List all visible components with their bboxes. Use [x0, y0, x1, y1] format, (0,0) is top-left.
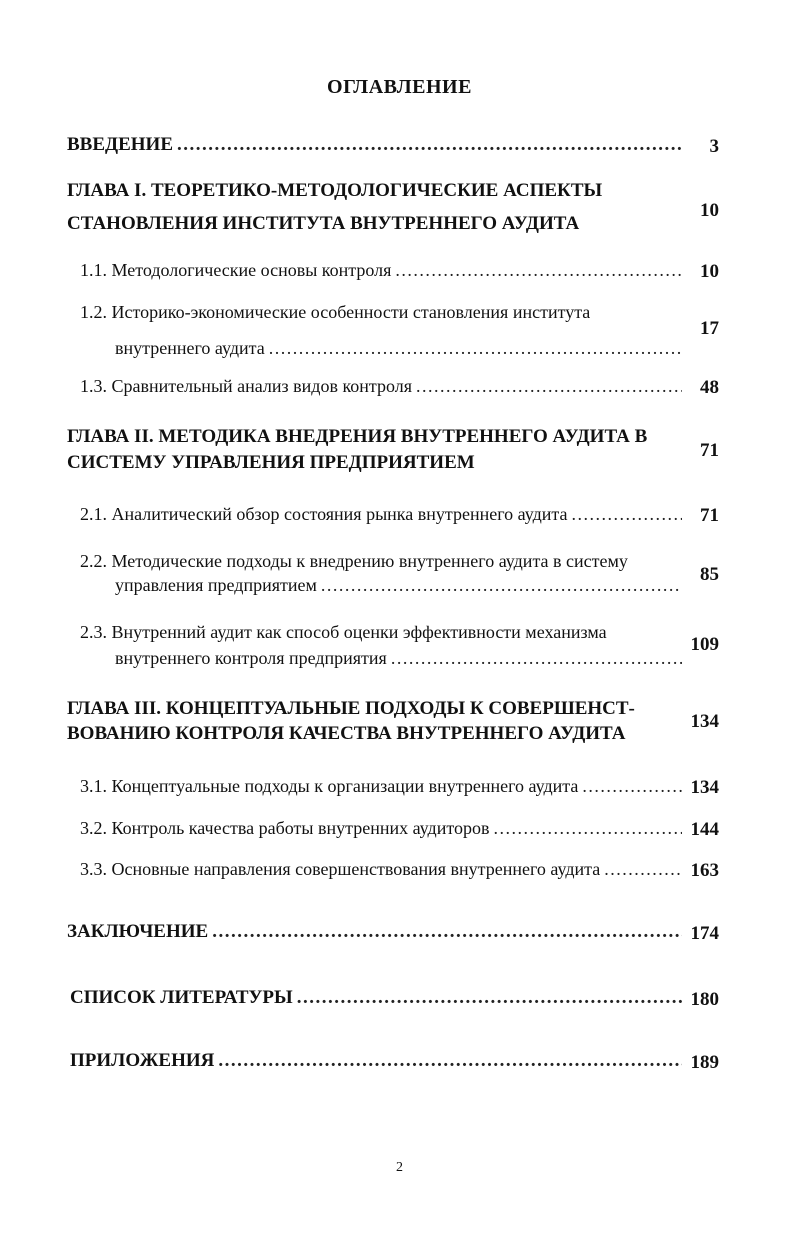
entry-page: 85 [700, 564, 719, 585]
entry-page: 71 [700, 505, 719, 526]
entry-label: 3.1. Концептуальные подходы к организации внутреннего аудита [80, 776, 579, 796]
dot-leader [604, 859, 682, 880]
chapter-title-line-2: ВОВАНИЮ КОНТРОЛЯ КАЧЕСТВА ВНУТРЕННЕГО АУДИТА [67, 723, 626, 744]
dot-leader [218, 1050, 682, 1072]
entry-label: 3.3. Основные направления совершенствования внутреннего аудита [80, 859, 601, 879]
chapter-title-line-1: ГЛАВА I. ТЕОРЕТИКО-МЕТОДОЛОГИЧЕСКИЕ АСПЕКТЫ [67, 180, 603, 201]
entry-label: 2.1. Аналитический обзор состояния рынка внутреннего аудита [80, 504, 568, 524]
entry-label-line-1: 2.3. Внутренний аудит как способ оценки эффективности механизма [80, 622, 607, 642]
dot-leader [571, 504, 682, 525]
entry-label: ПРИЛОЖЕНИЯ [70, 1050, 215, 1071]
entry-page: 163 [690, 860, 719, 881]
entry-page: 71 [700, 440, 719, 461]
chapter-title-line-1: ГЛАВА II. МЕТОДИКА ВНЕДРЕНИЯ ВНУТРЕННЕГО АУДИТА В [67, 426, 648, 447]
chapter-title-line-2: СТАНОВЛЕНИЯ ИНСТИТУТА ВНУТРЕННЕГО АУДИТА [67, 213, 580, 234]
entry-page: 48 [700, 377, 719, 398]
chapter-title-line-1: ГЛАВА III. КОНЦЕПТУАЛЬНЫЕ ПОДХОДЫ К СОВЕРШЕНСТ- [67, 698, 635, 719]
entry-label: 3.2. Контроль качества работы внутренних аудиторов [80, 818, 490, 838]
dot-leader [493, 818, 682, 839]
entry-page: 189 [690, 1052, 719, 1073]
dot-leader [395, 260, 682, 281]
entry-label: ЗАКЛЮЧЕНИЕ [67, 921, 209, 942]
entry-page: 10 [700, 261, 719, 282]
entry-page: 174 [690, 923, 719, 944]
toc-title: ОГЛАВЛЕНИЕ [327, 76, 472, 98]
page-number: 2 [396, 1160, 403, 1175]
dot-leader [416, 376, 682, 397]
entry-label: СПИСОК ЛИТЕРАТУРЫ [70, 987, 293, 1008]
entry-page: 180 [690, 989, 719, 1010]
dot-leader [212, 921, 682, 943]
dot-leader [321, 575, 682, 596]
dot-leader [297, 987, 682, 1009]
entry-label: ВВЕДЕНИЕ [67, 134, 173, 155]
entry-label-line-2: внутреннего аудита [115, 338, 265, 358]
entry-page: 10 [700, 200, 719, 221]
dot-leader [391, 648, 682, 669]
dot-leader [582, 776, 682, 797]
entry-label-line-2: внутреннего контроля предприятия [115, 648, 387, 668]
entry-label: 1.3. Сравнительный анализ видов контроля [80, 376, 413, 396]
entry-label: 1.1. Методологические основы контроля [80, 260, 392, 280]
dot-leader [269, 338, 682, 359]
entry-label-line-1: 1.2. Историко-экономические особенности становления института [80, 302, 591, 322]
entry-page: 17 [700, 318, 719, 339]
entry-page: 134 [690, 711, 719, 732]
entry-label-line-2: управления предприятием [115, 575, 317, 595]
entry-page: 144 [690, 819, 719, 840]
entry-page: 3 [709, 136, 719, 157]
entry-page: 109 [690, 634, 719, 655]
entry-page: 134 [690, 777, 719, 798]
entry-label-line-1: 2.2. Методические подходы к внедрению внутреннего аудита в систему [80, 551, 628, 571]
chapter-title-line-2: СИСТЕМУ УПРАВЛЕНИЯ ПРЕДПРИЯТИЕМ [67, 452, 475, 473]
dot-leader [177, 134, 682, 156]
